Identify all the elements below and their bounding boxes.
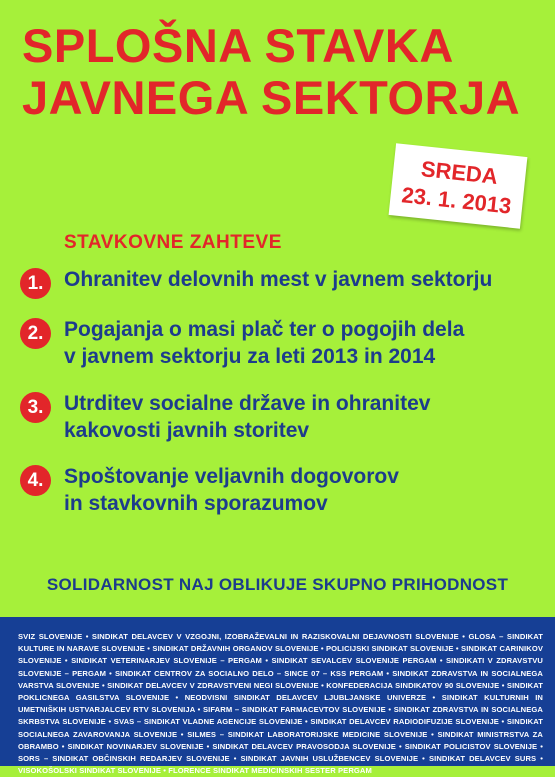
demand-item-4 bbox=[20, 463, 399, 517]
title-line-1: SPLOŠNA STAVKA bbox=[22, 19, 454, 72]
poster-title bbox=[22, 20, 520, 124]
demand-text: Ohranitev delovnih mest v javnem sektorju bbox=[64, 268, 493, 291]
demand-text: Pogajanja o masi plač ter o pogojih dela v javnem sektorju za leti 2013 in 2014 bbox=[64, 318, 465, 368]
date-day: SREDA bbox=[419, 156, 500, 190]
demand-item-2 bbox=[20, 316, 464, 370]
demand-text: Spoštovanje veljavnih dogovorov in stavkovnih sporazumov bbox=[64, 465, 399, 515]
demand-number-badge: 4. bbox=[20, 465, 51, 496]
demand-number-badge: 3. bbox=[20, 392, 51, 423]
slogan: SOLIDARNOST NAJ OBLIKUJE SKUPNO PRIHODNOST bbox=[46, 575, 509, 594]
demand-item-1 bbox=[20, 266, 492, 299]
demand-item-3 bbox=[20, 390, 430, 444]
demands-heading: STAVKOVNE ZAHTEVE bbox=[64, 232, 282, 253]
title-line-2: JAVNEGA SEKTORJA bbox=[22, 71, 521, 124]
date-card bbox=[389, 143, 528, 228]
footer-organizations-band bbox=[0, 617, 555, 776]
demand-number-badge: 2. bbox=[20, 318, 51, 349]
demand-number-badge: 1. bbox=[20, 268, 51, 299]
organizations-list: SVIZ SLOVENIJE • SINDIKAT DELAVCEV V VZGOJNI, IZOBRAŽEVALNI IN RAZISKOVALNI DEJAVNOSTI SLOVENIJE • GLOSA – SINDIKAT KULTURE IN NARAVE SLOVENIJE • SINDIKAT DRŽAVNIH ORGANOV SLOVENIJE • POLICIJSKI SINDIKAT SLOVENIJE • SINDIKAT CARINIKOV SLOVENIJE • SINDIKAT VETERINARJEV SLOVENIJE – PERGAM • SINDIKAT SEVALCEV SLOVENIJE PERGAM • SINDIKATI V ZDRAVSTVU SLOVENIJE – PERGAM • SINDIKAT CENTROV ZA SOCIALNO DELO – SINCE 07 – KSS PERGAM • SINDIKAT ZDRAVSTVA IN SOCIALNEGA VARSTVA SLOVENIJE • SINDIKAT DELAVCEV V ZDRAVSTVENI NEGI SLOVENIJE • KONFEDERACIJA SINDIKATOV 90 SLOVENIJE • SINDIKAT POKLICNEGA GASILSTVA SLOVENIJE • NEODVISNI SINDIKAT DELAVCEV LJUBLJANSKE UNIVERZE • SINDIKAT KULTURNIH IN UMETNIŠKIH USTVARJALCEV RTV SLOVENIJA • SIFARM – SINDIKAT FARMACEVTOV SLOVENIJE • SINDIKAT ZDRAVSTVA IN SOCIALNEGA SKRBSTVA SLOVENIJE • SVAS – SINDIKAT VLADNE AGENCIJE SLOVENIJE • SINDIKAT DELAVCEV RADIODIFUZIJE SLOVENIJE • SINDIKAT SOCIALNEGA ZAVAROVANJA SLOVENIJE • SILMES – SINDIKAT LABORATORIJSKE MEDICINE SLOVENIJE • SINDIKAT MINISTRSTVA ZA OBRAMBO • SINDIKAT NOVINARJEV SLOVENIJE • SINDIKAT DELAVCEV PRAVOSODJA SLOVENIJE • SINDIKAT POLICISTOV SLOVENIJE • SORS – SINDIKAT OBČINSKIH REDARJEV SLOVENIJE • SINDIKAT JAVNIH USLUŽBENCEV SLOVENIJE • SINDIKAT DELAVCEV SURS • VISOKOŠOLSKI SINDIKAT SLOVENIJE • FLORENCE SINDIKAT MEDICINSKIH SESTER PERGAM bbox=[18, 632, 543, 776]
demand-text: Utrditev socialne države in ohranitev kakovosti javnih storitev bbox=[64, 392, 431, 442]
date-value: 23. 1. 2013 bbox=[400, 182, 513, 219]
